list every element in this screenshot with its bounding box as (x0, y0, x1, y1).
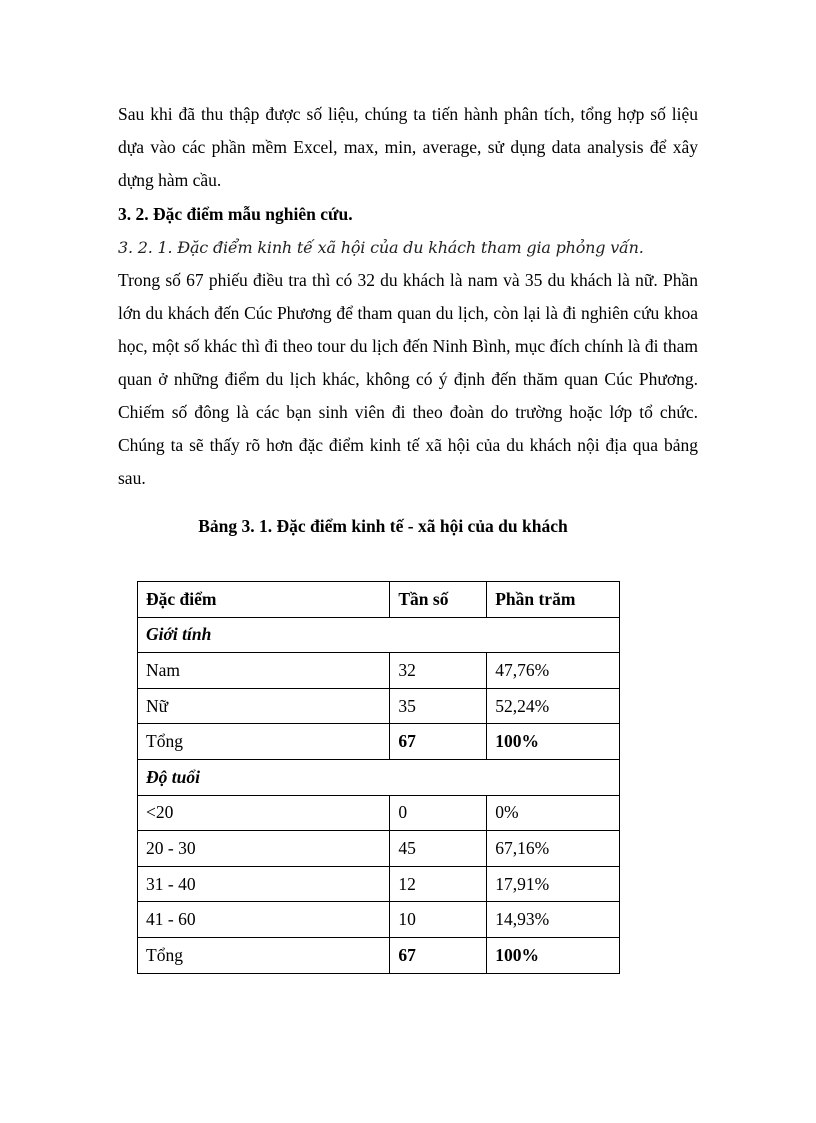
header-cell: Phần trăm (487, 582, 620, 618)
table-cell: 14,93% (487, 902, 620, 938)
subsection-heading: 3. 2. 1. Đặc điểm kinh tế xã hội của du khách tham gia phỏng vấn. (118, 238, 644, 257)
table-cell: 41 - 60 (138, 902, 390, 938)
table-cell: 0% (487, 795, 620, 831)
section-label: Độ tuổi (138, 759, 620, 795)
table-cell: 67 (390, 724, 487, 760)
section-row-gender (138, 617, 620, 653)
section-label: Giới tính (138, 617, 620, 653)
table-cell: 67,16% (487, 831, 620, 867)
table-cell: 45 (390, 831, 487, 867)
header-cell: Tần số (390, 582, 487, 618)
table-cell: Nữ (138, 688, 390, 724)
table-cell: 67 (390, 937, 487, 973)
table-cell: 52,24% (487, 688, 620, 724)
table-caption: Bảng 3. 1. Đặc điểm kinh tế - xã hội của du khách (198, 516, 568, 536)
table-row-total (138, 724, 620, 760)
table-cell: <20 (138, 795, 390, 831)
section-heading: 3. 2. Đặc điểm mẫu nghiên cứu. (118, 204, 353, 224)
table-cell: 20 - 30 (138, 831, 390, 867)
table-cell: Tổng (138, 724, 390, 760)
header-cell: Đặc điểm (138, 582, 390, 618)
table-cell: 0 (390, 795, 487, 831)
table-row (138, 831, 620, 867)
table-cell: Nam (138, 653, 390, 689)
table-header-row (138, 582, 620, 618)
table-row (138, 688, 620, 724)
table-cell: 32 (390, 653, 487, 689)
intro-paragraph: Sau khi đã thu thập được số liệu, chúng ta tiến hành phân tích, tổng hợp số liệu dựa vào các phần mềm Excel, max, min, average, sử dụng data analysis để xây dựng hàm cầu. (118, 104, 698, 190)
table-cell: 100% (487, 937, 620, 973)
table-cell: 31 - 40 (138, 866, 390, 902)
table-cell: Tổng (138, 937, 390, 973)
table-row-total (138, 937, 620, 973)
table-cell: 10 (390, 902, 487, 938)
section-row-age (138, 759, 620, 795)
table-row (138, 795, 620, 831)
socioeconomic-table (137, 581, 620, 974)
table-cell: 12 (390, 866, 487, 902)
table-cell: 100% (487, 724, 620, 760)
body-paragraph: Trong số 67 phiếu điều tra thì có 32 du khách là nam và 35 du khách là nữ. Phần lớn du khách đến Cúc Phương để tham quan du lịch, còn lại là đi nghiên cứu khoa học, một số khác thì đi theo tour du lịch đến Ninh Bình, mục đích chính là đi tham quan ở những điểm du lịch khác, không có ý định đến thăm quan Cúc Phương. Chiếm số đông là các bạn sinh viên đi theo đoàn do trường hoặc lớp tổ chức. Chúng ta sẽ thấy rõ hơn đặc điểm kinh tế xã hội của du khách nội địa qua bảng sau. (118, 270, 698, 488)
table-cell: 17,91% (487, 866, 620, 902)
table-row (138, 653, 620, 689)
table-cell: 35 (390, 688, 487, 724)
table-row (138, 866, 620, 902)
table-row (138, 902, 620, 938)
table-cell: 47,76% (487, 653, 620, 689)
